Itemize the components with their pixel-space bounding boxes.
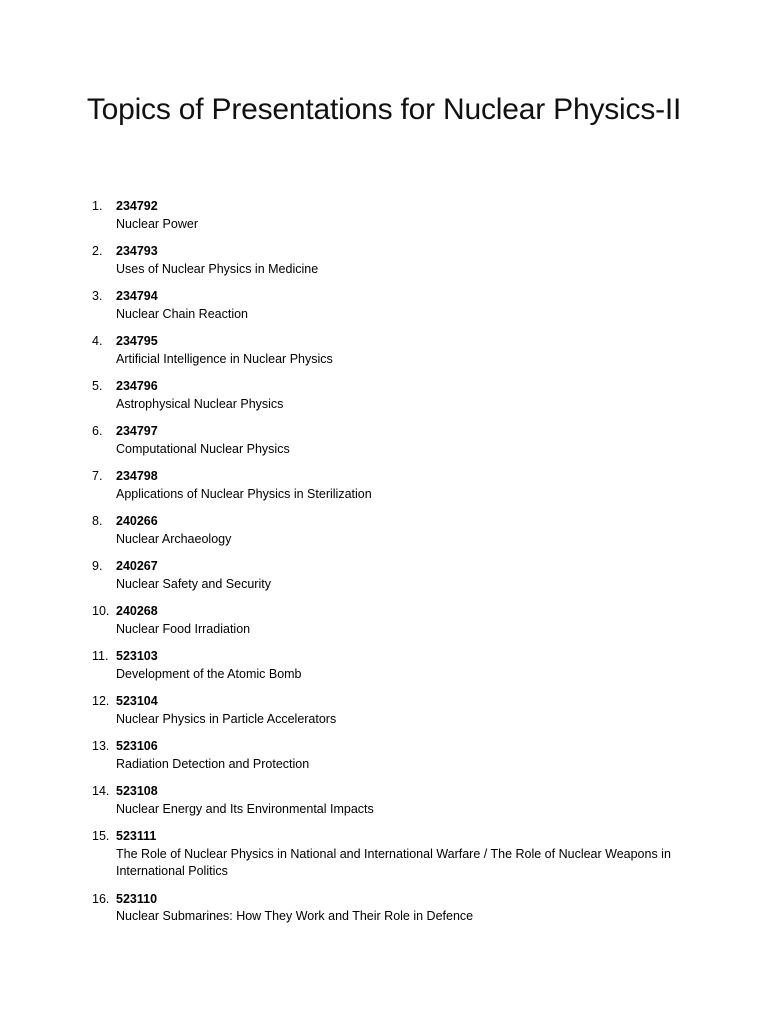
topic-title: The Role of Nuclear Physics in National and International Warfare / The Role of Nuclear Weapons in International Politics: [116, 846, 671, 878]
topic-title: Computational Nuclear Physics: [116, 441, 290, 456]
student-id: 234794: [116, 289, 158, 303]
list-item: [92, 828, 692, 881]
topic-title: Applications of Nuclear Physics in Sterilization: [116, 486, 372, 501]
list-item: [92, 288, 692, 323]
page-title: Topics of Presentations for Nuclear Physics-II: [86, 93, 682, 126]
student-id: 234793: [116, 244, 158, 258]
list-item: [92, 423, 692, 458]
topic-title: Radiation Detection and Protection: [116, 756, 310, 771]
student-id: 523110: [116, 891, 158, 906]
list-item: [92, 648, 692, 683]
list-item: [92, 603, 692, 638]
student-id: 240266: [116, 514, 158, 528]
list-item-number: 12.: [92, 694, 110, 708]
topic-title: Artificial Intelligence in Nuclear Physics: [116, 351, 333, 366]
list-item-number: 3.: [92, 289, 103, 303]
list-item: [92, 198, 692, 233]
list-item: [92, 513, 692, 548]
list-item-number: 7.: [92, 469, 103, 483]
list-item: [92, 378, 692, 413]
list-item-number: 11.: [92, 649, 109, 663]
student-id: 240267: [116, 559, 158, 573]
list-item-number: 9.: [92, 559, 103, 573]
list-item-number: 4.: [92, 334, 103, 348]
list-item-number: 5.: [92, 379, 103, 393]
list-item: [92, 693, 692, 728]
student-id: 523106: [116, 739, 158, 753]
topic-title: Nuclear Submarines: How They Work and Their Role in Defence: [116, 909, 474, 923]
student-id: 240268: [116, 604, 158, 618]
list-item: [92, 891, 692, 926]
student-id: 523103: [116, 649, 158, 663]
list-item: [92, 558, 692, 593]
topic-list: [92, 198, 692, 936]
topic-title: Uses of Nuclear Physics in Medicine: [116, 261, 319, 276]
topic-title: Nuclear Food Irradiation: [116, 621, 251, 636]
list-item: [92, 333, 692, 368]
list-item: [92, 243, 692, 278]
topic-title: Nuclear Physics in Particle Accelerators: [116, 711, 337, 726]
topic-title: Nuclear Archaeology: [116, 531, 232, 546]
student-id: 234798: [116, 469, 158, 483]
list-item-number: 14.: [92, 784, 110, 798]
student-id: 234797: [116, 424, 158, 438]
list-item-number: 13.: [92, 739, 110, 753]
student-id: 523108: [116, 784, 158, 798]
topic-title: Development of the Atomic Bomb: [116, 666, 302, 681]
list-item: [92, 468, 692, 503]
list-item-number: 6.: [92, 424, 103, 438]
list-item: [92, 783, 692, 818]
student-id: 234796: [116, 379, 158, 393]
student-id: 234792: [116, 199, 158, 213]
list-item-number: 10.: [92, 604, 110, 618]
topic-title: Astrophysical Nuclear Physics: [116, 396, 284, 411]
topic-title: Nuclear Chain Reaction: [116, 306, 249, 321]
topic-title: Nuclear Safety and Security: [116, 576, 271, 591]
list-item-number: 2.: [92, 244, 103, 258]
topic-title: Nuclear Energy and Its Environmental Impacts: [116, 801, 374, 816]
list-item-number: 8.: [92, 514, 103, 528]
topic-title: Nuclear Power: [116, 216, 198, 231]
student-id: 523104: [116, 694, 158, 708]
list-item-number: 16.: [92, 891, 110, 906]
list-item-number: 15.: [92, 829, 110, 843]
student-id: 234795: [116, 334, 158, 348]
list-item-number: 1.: [92, 199, 103, 213]
list-item: [92, 738, 692, 773]
student-id: 523111: [116, 829, 157, 843]
